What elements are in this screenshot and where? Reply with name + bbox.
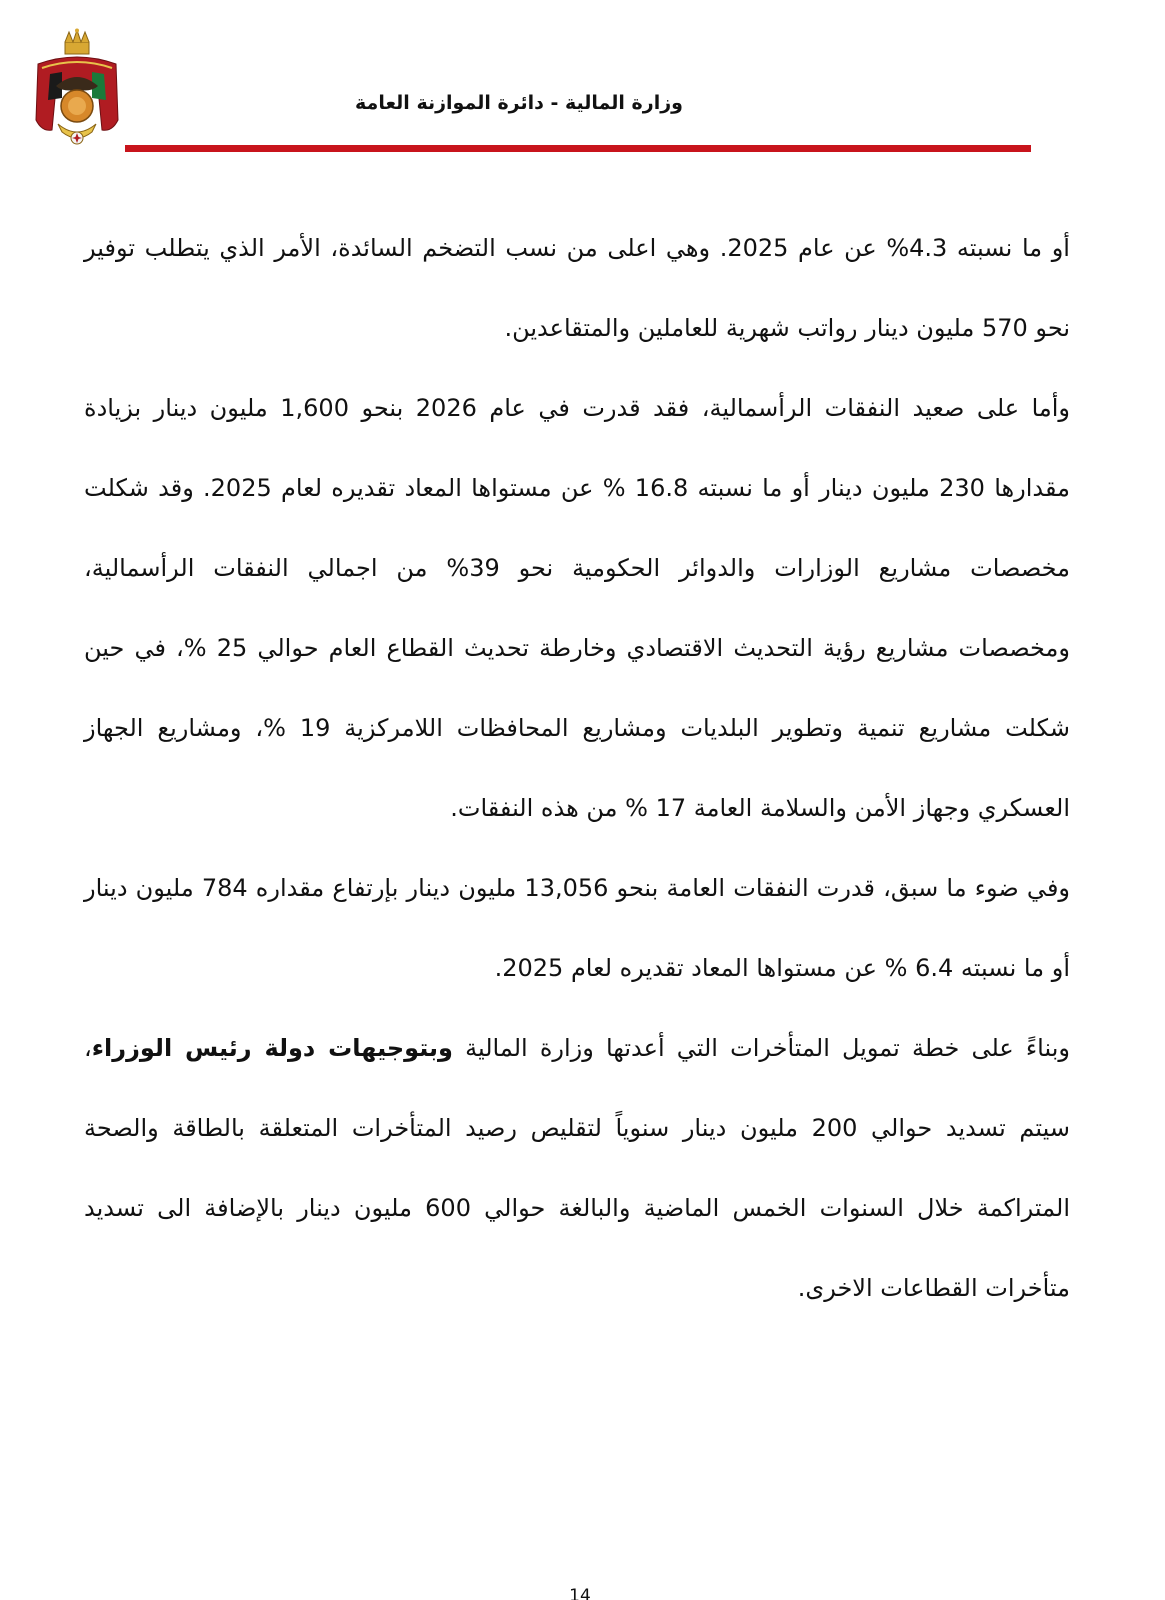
jordan-coat-of-arms-icon (32, 28, 122, 150)
paragraph-total-expenditure: وفي ضوء ما سبق، قدرت النفقات العامة بنحو 13,056 مليون دينار بإرتفاع مقداره 784 مليون دينار أو ما نسبته 6.4 % عن مستواها المعاد تقديره لعام 2025. (84, 874, 1071, 982)
header-divider (125, 145, 1031, 152)
document-body (84, 208, 1070, 1328)
ministry-header-title: وزارة المالية - دائرة الموازنة العامة (355, 92, 683, 114)
arrears-text-bold: وبتوجيهات دولة رئيس الوزراء (91, 1034, 453, 1062)
arrears-text-start: وبناءً على خطة تمويل المتأخرات التي أعدتها وزارة المالية (452, 1034, 1070, 1062)
paragraph-arrears (84, 1008, 1070, 1328)
arrears-text-end: ، سيتم تسديد حوالي 200 مليون دينار سنوياً لتقليص رصيد المتأخرات المتعلقة بالطاقة والصحة المتراكمة خلال السنوات الخمس الماضية والبالغة حوالي 600 مليون دينار بالإضافة الى تسديد متأخرات القطاعات الاخرى. (84, 1034, 1071, 1302)
paragraph-capital-expenditure: وأما على صعيد النفقات الرأسمالية، فقد قدرت في عام 2026 بنحو 1,600 مليون دينار بزيادة مقدارها 230 مليون دينار أو ما نسبته 16.8 % عن مستواها المعاد تقديره لعام 2025. وقد شكلت مخصصات مشاريع الوزارات والدوائر الحكومية نحو 39% من اجمالي النفقات الرأسمالية، ومخصصات مشاريع رؤية التحديث الاقتصادي وخارطة تحديث القطاع العام حوالي 25 %، في حين شكلت مشاريع تنمية وتطوير البلديات ومشاريع المحافظات اللامركزية 19 %، ومشاريع الجهاز العسكري وجهاز الأمن والسلامة العامة 17 % من هذه النفقات. (84, 394, 1071, 822)
paragraph-salaries: أو ما نسبته 4.3% عن عام 2025. وهي اعلى من نسب التضخم السائدة، الأمر الذي يتطلب توفير نحو 570 مليون دينار رواتب شهرية للعاملين والمتقاعدين. (84, 234, 1070, 342)
page-number: 14 (569, 1586, 591, 1600)
